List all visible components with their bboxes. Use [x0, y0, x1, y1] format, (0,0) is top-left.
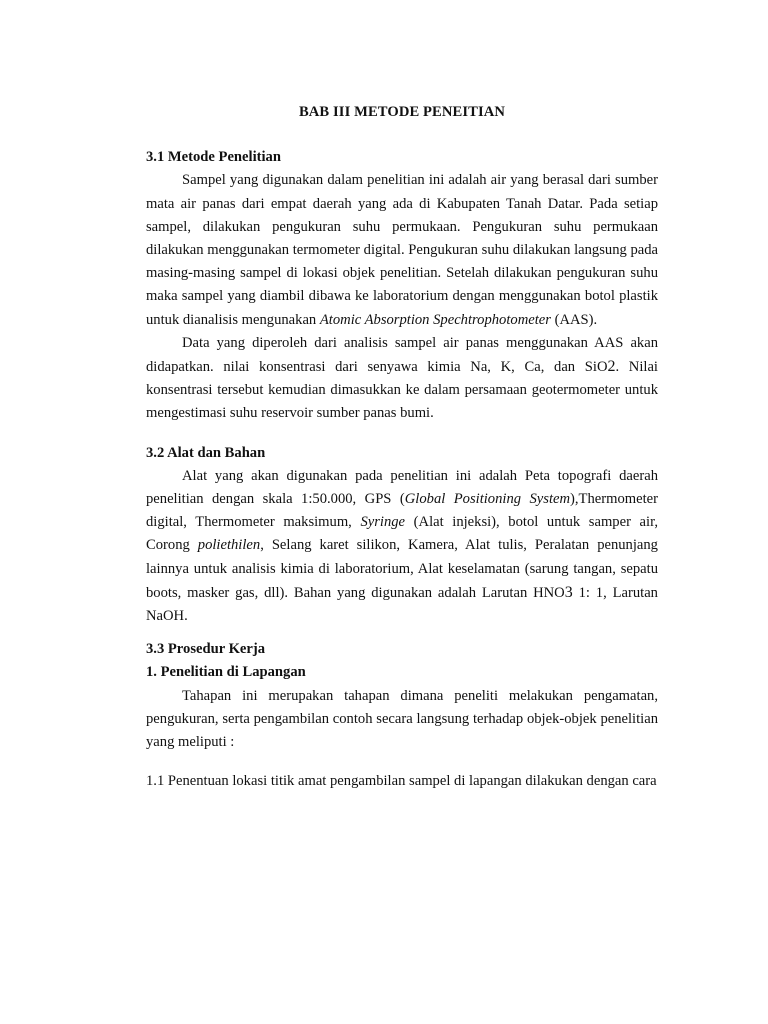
section-3-1-paragraph-2 [146, 332, 658, 426]
section-3-2-p1-text-c: (Alat injeksi), botol untuk samper air, Corong [146, 514, 658, 554]
section-3-2-p1-text-d: , Selang karet silikon, Kamera, Alat tulis, Peralatan penunjang lainnya untuk analisis kimia di laboratorium, Alat keselamatan (sarung tangan, sepatu boots, masker gas, dll). Bahan yang digunakan adalah Larutan HNO [146, 537, 658, 601]
section-3-2-p1-text-b: ),Thermometer digital, Thermometer maksimum, [146, 491, 658, 531]
section-3-1-p1-text-a: Sampel yang digunakan dalam penelitian ini adalah air yang berasal dari sumber mata air panas dari empat daerah yang ada di Kabupaten Tanah Datar. Pada setiap sampel, dilakukan pengukuran suhu permukaan. Pengukuran suhu permukaan dilakukan menggunakan termometer digital. Pengukuran suhu dilakukan langsung pada masing-masing sampel di lokasi objek penelitian. Setelah dilakukan pengukuran suhu maka sampel yang diambil dibawa ke laboratorium dengan menggunakan botol plastik untuk dianalisis mengunakan [146, 172, 658, 328]
section-3-1-p1-text-b: (AAS). [550, 311, 598, 328]
section-3-2-paragraph-1 [146, 465, 658, 628]
section-3-2-p1-subscript: 3 [564, 583, 573, 601]
section-3-1-p2-text-b: . Nilai konsentrasi tersebut kemudian dimasukkan ke dalam persamaan geotermometer untuk mengestimasi suhu reservoir sumber panas bumi. [146, 359, 658, 422]
section-3-1-p1-italic: Atomic Absorption Spechtrophotometer [319, 311, 551, 328]
page-content [146, 101, 658, 793]
section-3-2-p1-italic-1: Global Positioning System [404, 491, 571, 508]
section-3-2-p1-text-e: 1: 1, Larutan NaOH. [146, 584, 658, 625]
section-3-3-paragraph-1: Tahapan ini merupakan tahapan dimana peneliti melakukan pengamatan, pengukuran, serta pengambilan contoh secara langsung terhadap objek-objek penelitian yang meliputi : [146, 687, 658, 751]
section-3-3-heading: 3.3 Prosedur Kerja [146, 641, 266, 658]
section-3-2-p1-text-a: Alat yang akan digunakan pada penelitian ini adalah Peta topografi daerah penelitian dengan skala 1:50.000, GPS ( [146, 467, 658, 508]
section-3-3-subheading: 1. Penelitian di Lapangan [146, 664, 306, 681]
section-3-2-heading: 3.2 Alat dan Bahan [146, 444, 266, 461]
section-3-2-p1-italic-2: Syringe [360, 514, 406, 531]
section-3-1-paragraph-1 [146, 169, 658, 331]
section-3-1-p2-subscript: 2 [607, 358, 616, 376]
section-3-3-item-1-1: 1.1 Penentuan lokasi titik amat pengambilan sampel di lapangan dilakukan dengan cara [146, 773, 657, 790]
section-3-1-heading: 3.1 Metode Penelitian [146, 149, 281, 166]
section-3-1-p2-text-a: Data yang diperoleh dari analisis sampel air panas menggunakan AAS akan didapatkan. nilai konsentrasi dari senyawa kimia Na, K, Ca, dan SiO [146, 334, 658, 376]
chapter-title: BAB III METODE PENEITIAN [298, 104, 506, 120]
section-3-2-p1-italic-3: poliethilen [197, 537, 261, 554]
